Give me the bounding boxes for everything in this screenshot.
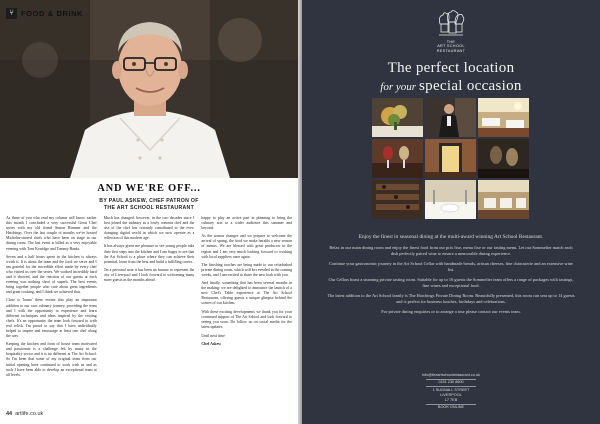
grid-photo-cellar — [372, 180, 423, 219]
article-paragraph: With these exciting developments we thank you for your continued support of The Art School and look forward to seeing you soon. Do follow us on social media for the latest updates. — [201, 309, 292, 329]
grid-photo-restaurant-interior — [478, 180, 529, 219]
signoff-text: Until next time — [201, 333, 225, 338]
signature: Chef Askew — [201, 341, 222, 346]
grid-photo-table-setting — [425, 180, 476, 219]
contact-address-2: LIVERPOOL — [440, 392, 462, 397]
article-paragraph: Keeping the kitchen and front of house team motivated and passionate is a challenge felt by many in the hospitality sector and it is no different at The Art School. So I'm keen that some of my original team from our initial opening have continued to work with us and as such I have been able to develop an exceptional team at all levels. — [6, 342, 97, 377]
right-page-advert — [302, 0, 600, 424]
section-label: FOOD & DRINK — [21, 8, 84, 18]
advert-paragraph: The latest addition to the Art School family is The Hatchings Private Dining Room. Beautifully presented, this room can seat up to 14 guests and is perfect for business lunches, birthdays and celebrations. — [327, 292, 575, 304]
advert-paragraph: Continue your gastronomic journey in the Art School Cellar with handmade breads, artisan cheeses, fine charcuterie and an extensive wine list. — [329, 261, 573, 272]
article-paragraph: Seven and a half hours spent in the kitchen is always worth it. It is about the team and the food we serve and I am grateful for the incredible effort made by every chef who visited us over the series. We worked incredibly hard and it showed, and the reaction of our guests at each evening was nothing short of superb. The best events bring together people who care about great ingredients and great cooking, and I think we achieved that. — [6, 254, 97, 295]
grid-photo-dining-room — [478, 98, 529, 137]
contact-address-3: L7 7EB — [444, 398, 458, 403]
article-headline: AND WE'RE OFF... — [97, 183, 201, 194]
website-label: artlife.co.uk — [15, 411, 44, 417]
advert-title: The perfect location — [387, 60, 515, 76]
contact-address-1: 1 SUGNALL STREET — [432, 387, 470, 392]
grid-photo-flowers — [372, 98, 423, 137]
section-header — [6, 6, 83, 20]
grid-photo-waiter — [425, 98, 476, 137]
article-paragraph: Close to 'home' these events also play an important addition to our own culinary journey, providing the team and I with the opportunity to experience and learn different techniques and ideas inspired by the visiting chefs. It's an opportunity the team look forward to with real relish. I'm proud to say that I have individually helped to inspire and encourage at least one chef along the way. — [6, 298, 97, 339]
logo-line-1: THE — [446, 40, 456, 44]
article-column-1 — [6, 216, 97, 408]
advert-intro: Enjoy the finest in seasonal dining at the multi-award winning Art School Restaurant. — [358, 234, 544, 240]
grid-photo-wine-glasses — [372, 139, 423, 178]
page-number: 44 — [6, 411, 13, 417]
grid-photo-glassware — [478, 139, 529, 178]
advert-subtitle — [302, 77, 600, 95]
logo-line-2: ART SCHOOL — [437, 44, 465, 49]
article-paragraph: Much has changed, however, in the two decades since I first joined the industry as a lowly commis chef and the rise of the chef has certainly contributed to the ever-changing digital world in which we now operate as a reflection of this modern age. — [103, 216, 195, 241]
chef-portrait-photo — [0, 0, 298, 178]
byline-line-2: THE ART SCHOOL RESTAURANT — [103, 204, 195, 211]
contact-email[interactable]: info@theartschoolrestaurant.co.uk — [422, 373, 480, 377]
article-paragraph: As those of you who read my column will know, earlier this month I concluded a very successful Great Chef series with my old friend Simon Rimmer and the Hatchings. Over the last couple of months we've hosted Michelin-starred chefs who have been on stage in our dining room. The last event is billed as a very enjoyable evening with Tom Kerridge and Tommy Banks. — [6, 216, 97, 251]
article-paragraph: And finally, something that has been several months in the making: we are delighted to announce the launch of a new Chef's Table experience at The Art School Restaurant, offering guests a unique glimpse behind the scenes of our kitchen. — [201, 281, 292, 306]
article-paragraph: happy to play an active part in planning to bring the culinary arts to a wider audience this summer and beyond. — [201, 216, 292, 231]
article-paragraph: The finishing touches are being made to our refurbished private dining room, which will be revealed in the coming weeks, and I am excited to share the new look with you. — [201, 262, 292, 277]
grid-photo-entrance — [425, 139, 476, 178]
contact-box — [418, 373, 484, 411]
left-page — [0, 0, 298, 424]
advert-subtitle-main: special occasion — [419, 78, 522, 94]
article-paragraph: On a personal note it has been an honour to represent the city of Liverpool and I look forward to welcoming many more guests in the months ahead. — [103, 267, 195, 283]
advert-body — [326, 234, 576, 319]
chef-portrait-illustration — [0, 0, 298, 178]
advert-paragraph: Our Cellars boast a stunning private tasting room. Suitable for up to 16 guests the Sommelier team offers a range of packages with tastings, fine wines and exceptional food. — [328, 276, 574, 288]
article-paragraph: It has always given me pleasure to see young people take their first steps into the kitchen and I am happy to see that the Art School is a place where they can achieve their potential, learn from the best and build a fulfilling career. — [103, 244, 195, 264]
page-folio — [6, 411, 43, 417]
book-online-link[interactable]: BOOK ONLINE — [437, 405, 465, 410]
chef-hats-icon — [435, 10, 467, 40]
article-paragraph: As the season changes and we prepare to welcome the arrival of spring, the food we make heralds a new season of menus. We are blessed with great producers in the region and I am very much looking forward to working with local suppliers once again. — [201, 234, 292, 259]
logo-text — [435, 40, 467, 53]
restaurant-logo — [435, 10, 467, 54]
article-byline — [0, 198, 298, 211]
article-column-2 — [104, 216, 195, 408]
article-column-3 — [201, 216, 292, 408]
advert-paragraph: Relax in our main dining room and enjoy the finest food from our prix fixe, menu fixe or our tasting menu. Let our Sommelier match each dish perfectly paired wine to ensure a memorable dining experience. — [329, 245, 573, 256]
advert-paragraph: For private dining enquiries or to arrange a tour please contact our events team. — [381, 308, 521, 314]
logo-line-3: RESTAURANT — [436, 48, 466, 53]
article-columns — [6, 216, 292, 408]
byline-line-1: BY PAUL ASKEW, CHEF PATRON OF — [99, 198, 199, 204]
contact-phone[interactable]: 0151 230 8600 — [438, 380, 464, 385]
fork-knife-icon: ⑂ — [6, 8, 17, 19]
venue-photo-grid — [372, 98, 530, 220]
advert-subtitle-italic: for your — [380, 81, 417, 93]
